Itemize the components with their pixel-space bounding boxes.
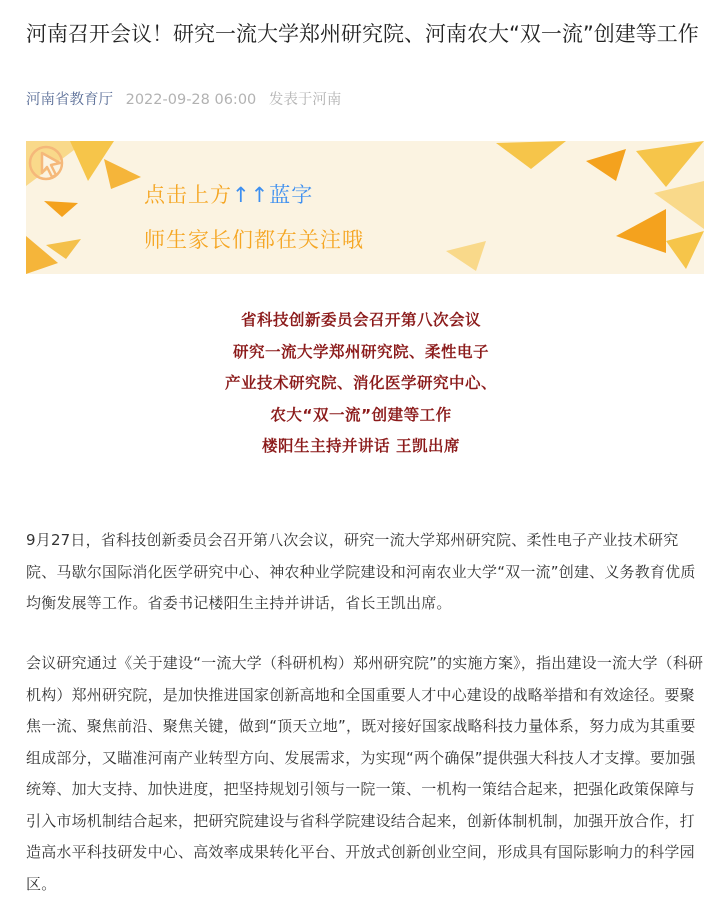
article-title: 河南召开会议！研究一流大学郑州研究院、河南农大“双一流”创建等工作: [26, 22, 699, 46]
article-meta: [26, 88, 349, 109]
banner-text-line2: 师生家长们都在关注哦: [144, 228, 364, 252]
banner-prefix: 点击上方: [144, 183, 232, 207]
follow-banner[interactable]: [26, 141, 704, 274]
headline-line: 楼阳生主持并讲话 王凯出席: [262, 437, 460, 455]
headline-line: 农大“双一流”创建等工作: [270, 405, 452, 424]
account-name-link[interactable]: 河南省教育厅: [26, 92, 113, 108]
headline-line: 产业技术研究院、消化医学研究中心、: [224, 374, 497, 392]
headline-line: 省科技创新委员会召开第八次会议: [240, 311, 481, 329]
cursor-pointer-icon: [26, 141, 70, 185]
body-paragraph-1: 9月27日，省科技创新委员会召开第八次会议，研究一流大学郑州研究院、柔性电子产业技术研究院、马歇尔国际消化医学研究中心、神农种业学院建设和河南农业大学“双一流”创建、义务教育优质均衡发展等工作。省委书记楼阳生主持并讲话，省长王凯出席。: [26, 531, 696, 612]
paper-plane-decorations: [26, 141, 704, 274]
banner-text-line1: [144, 179, 313, 209]
headline-line: 研究一流大学郑州研究院、柔性电子: [232, 342, 489, 361]
banner-highlight: ↑↑蓝字: [232, 183, 314, 207]
publish-location: 发表于河南: [268, 92, 342, 108]
publish-time: 2022-09-28 06:00: [125, 92, 257, 108]
headline-summary: [0, 305, 722, 463]
body-paragraph-2: 会议研究通过《关于建设“一流大学（科研机构）郑州研究院”的实施方案》，指出建设一流大学（科研机构）郑州研究院，是加快推进国家创新高地和全国重要人才中心建设的战略举措和有效途径。要聚焦一流、聚焦前沿、聚焦关键，做到“顶天立地”，既对接好国家战略科技力量体系，努力成为其重要组成部分，又瞄准河南产业转型方向、发展需求，为实现“两个确保”提供强大科技人才支撑。要加强统筹、加大支持、加快进度，把坚持规划引领与一院一策、一机构一策结合起来，把强化政策保障与引入市场机制结合起来，把研究院建设与省科学院建设结合起来，创新体制机制，加强开放合作，打造高水平科技研发中心、高效率成果转化平台、开放式创新创业空间，形成具有国际影响力的科学园区。: [26, 654, 704, 893]
